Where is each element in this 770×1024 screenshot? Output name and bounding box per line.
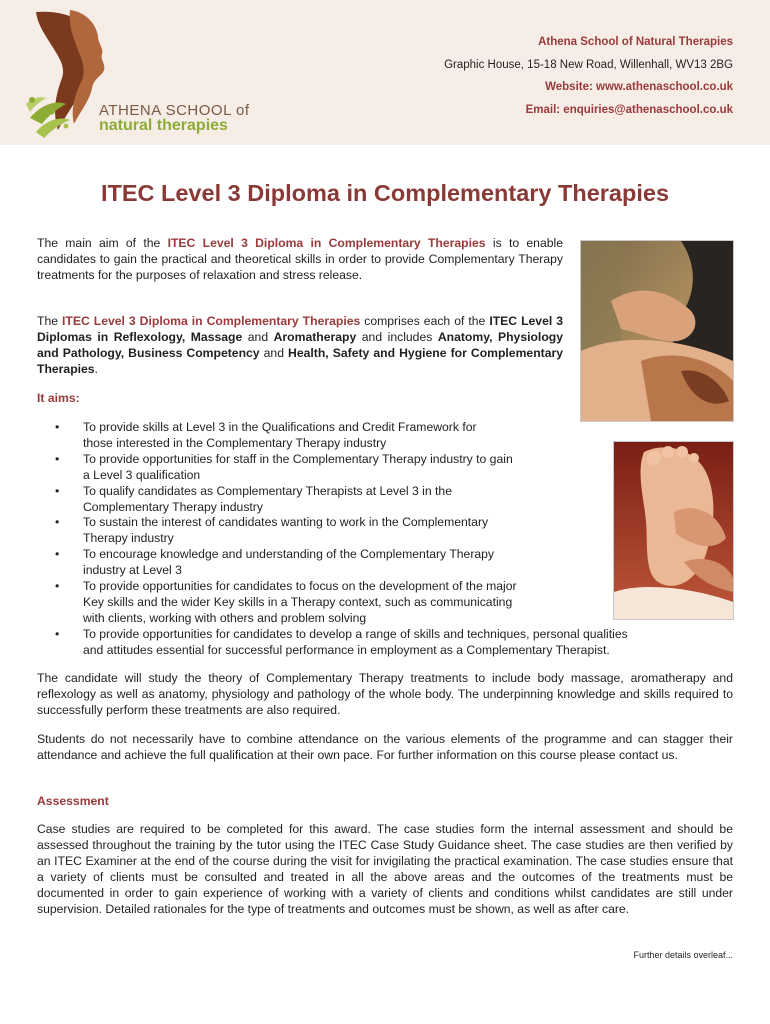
assessment-paragraph: Case studies are required to be completed for this award. The case studies form the internal assessment and should be assessed throughout the training by the tutor using the ITEC Case Study Guidance sheet. The case studies are then verified by an ITEC Examiner at the end of the course during the visit for invigilating the practical examination. The case studies ensure that a variety of clients must be consulted and treated in all the above areas and the outcomes of the treatments must be documented in order to gain experience of working with a variety of clients and conditions whilst candidates are still under supervision. Detailed rationales for the type of treatments and outcomes must be shown, as well as after care. xyxy=(37,822,733,916)
aim-text-cont: Complementary Therapy industry xyxy=(83,499,263,514)
intro-p2-and-2: and xyxy=(259,345,289,360)
intro-p2-text-3: and includes xyxy=(356,329,438,344)
aim-text: To encourage knowledge and understanding of the Complementary Therapy xyxy=(83,547,495,562)
bullet-icon: • xyxy=(55,547,60,562)
reflexology-image xyxy=(614,442,733,619)
aim-text-cont: a Level 3 qualification xyxy=(83,467,201,482)
intro-p2-text: The xyxy=(37,314,62,328)
school-name: Athena School of Natural Therapies xyxy=(538,36,733,48)
body-paragraph-3: The candidate will study the theory of Complementary Therapy treatments to include body massage, aromatherapy and reflexology as well as anatomy, physiology and pathology of the whole body. The underpinning knowledge and skills required to successfully perform these treatments are also required. xyxy=(37,671,733,717)
intro-p1-text: The main aim of the xyxy=(37,236,168,250)
aim-text: To provide opportunities for staff in the Complementary Therapy industry to gain xyxy=(83,451,513,466)
intro-p2-end: . xyxy=(94,361,98,376)
bullet-icon: • xyxy=(55,626,60,641)
aim-text: To qualify candidates as Complementary Therapists at Level 3 in the xyxy=(83,483,452,498)
course-name-highlight-2: ITEC Level 3 Diploma in Complementary Therapies xyxy=(62,314,361,328)
aim-text: To provide opportunities for candidates to focus on the development of the major xyxy=(83,579,517,594)
contact-block xyxy=(444,31,733,121)
aromatherapy-bold: Aromatherapy xyxy=(273,329,357,344)
anatomy-bold: Anatomy, Physiology and Pathology, Business Competency xyxy=(37,329,563,360)
health-safety-bold: Health, Safety and Hygiene for Complementary Therapies xyxy=(37,345,564,376)
website-label: Website: xyxy=(545,81,593,93)
reflexology-photo xyxy=(613,441,734,620)
intro-paragraph-2 xyxy=(37,314,563,378)
further-details-note: Further details overleaf... xyxy=(633,950,733,960)
bullet-icon: • xyxy=(55,515,60,530)
aim-text: To provide opportunities for candidates to develop a range of skills and techniques, personal qualities xyxy=(83,626,628,641)
aim-text: To provide skills at Level 3 in the Qualifications and Credit Framework for xyxy=(83,420,477,434)
intro-paragraph-1 xyxy=(37,236,563,284)
intro-p1-text-2: is to enable candidates to gain the practical and theoretical skills in order to provide Complementary Therapy treatments for the purposes of relaxation and stress release. xyxy=(37,236,563,282)
logo-text-line2: natural therapies xyxy=(99,117,228,134)
address: Graphic House, 15-18 New Road, Willenhall, WV13 2BG xyxy=(444,58,733,71)
bullet-icon: • xyxy=(55,451,60,466)
website-line xyxy=(444,76,733,99)
website-link[interactable]: www.athenaschool.co.uk xyxy=(596,81,733,93)
diplomas-bold: ITEC Level 3 Diplomas in Reflexology, Massage xyxy=(37,314,564,344)
aim-text-cont-2: with clients, working with others and problem solving xyxy=(83,610,367,625)
aim-text-cont: Therapy industry xyxy=(83,531,174,546)
aim-text: To sustain the interest of candidates wanting to work in the Complementary xyxy=(83,515,489,530)
aim-text-cont: and attitudes essential for successful performance in employment as a Complementary Therapist. xyxy=(83,642,610,657)
course-name-highlight: ITEC Level 3 Diploma in Complementary Therapies xyxy=(167,236,486,250)
email-label: Email: xyxy=(525,103,561,116)
bullet-icon: • xyxy=(55,420,60,434)
email-link[interactable]: enquiries@athenaschool.co.uk xyxy=(563,103,733,116)
aims-heading: It aims: xyxy=(37,391,80,405)
list-item xyxy=(37,627,727,659)
aim-text-cont: Key skills and the wider Key skills in a Therapy context, such as communicating xyxy=(83,594,513,609)
massage-image xyxy=(581,241,733,421)
bullet-icon: • xyxy=(55,483,60,498)
aim-text-cont: those interested in the Complementary Therapy industry xyxy=(83,435,387,450)
intro-p2-and: and xyxy=(242,329,274,344)
intro-p2-text-2: comprises each of the xyxy=(360,314,490,328)
aim-text-cont: industry at Level 3 xyxy=(83,563,182,578)
bullet-icon: • xyxy=(55,579,60,594)
email-line xyxy=(444,99,733,122)
body-paragraph-4: Students do not necessarily have to combine attendance on the various elements of the programme and can stagger their attendance and achieve the full qualification at their own pace. For further information on this course please contact us. xyxy=(37,732,733,762)
logo-text-line1: ATHENA SCHOOL of xyxy=(99,102,250,119)
assessment-heading: Assessment xyxy=(37,794,109,808)
header-band xyxy=(0,0,770,145)
massage-photo xyxy=(580,240,734,422)
page-title: ITEC Level 3 Diploma in Complementary Therapies xyxy=(100,180,670,206)
